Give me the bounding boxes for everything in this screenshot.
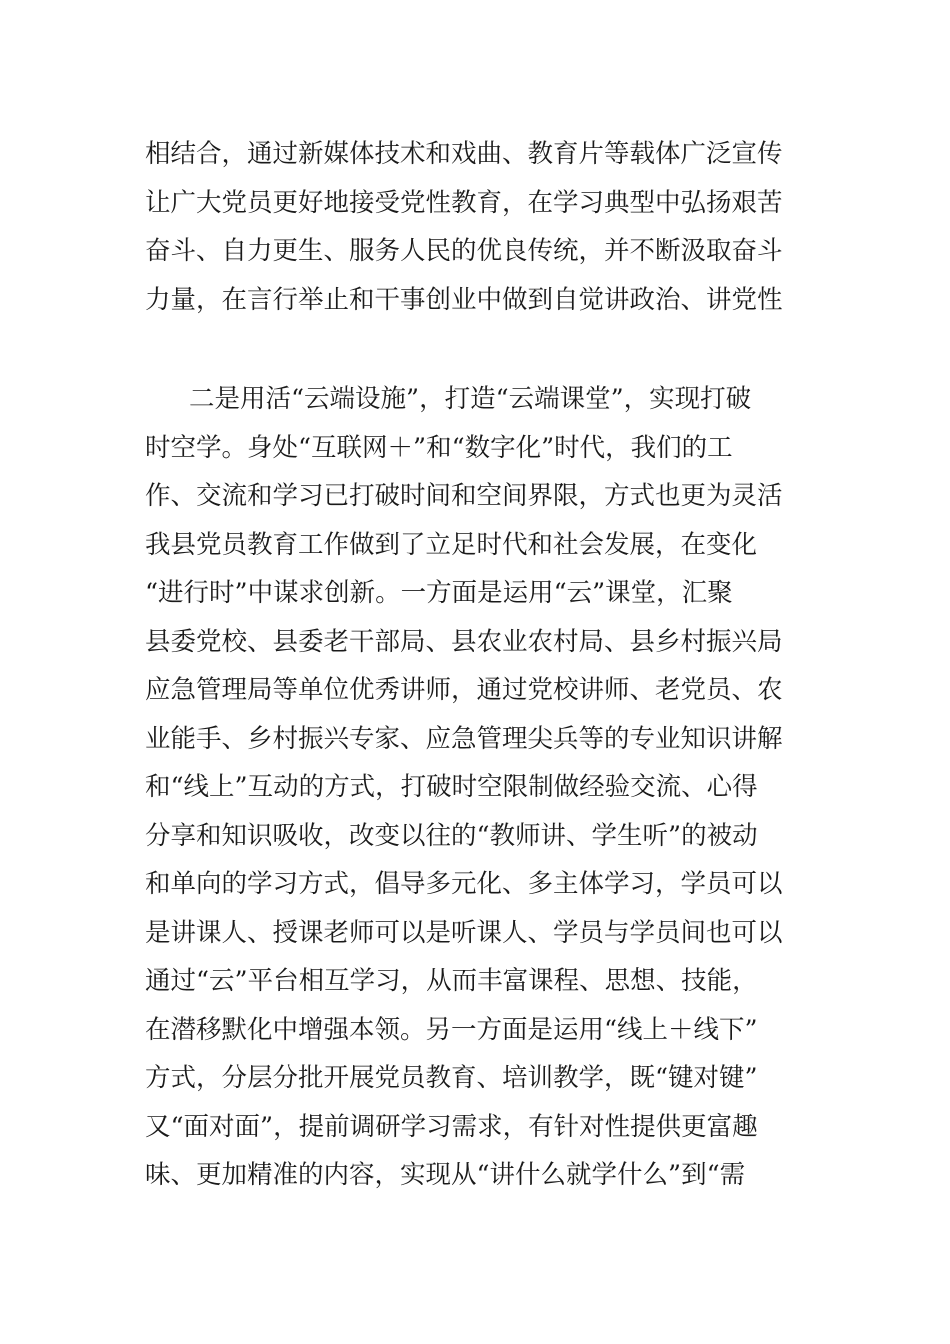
text-line: 奋斗、自力更生、服务人民的优良传统，并不断汲取奋斗 [145,236,783,266]
text-line: 又“面对面”，提前调研学习需求，有针对性提供更富趣 [145,1111,758,1142]
text-line: 方式，分层分批开展党员教育、培训教学，既“键对键” [145,1063,758,1093]
text-line: “进行时”中谋求创新。一方面是运用“云”课堂，汇聚 [145,578,733,608]
text-line: 作、交流和学习已打破时间和空间界限，方式也更为灵活 [145,481,783,511]
text-line-first: 二是用活“云端设施”，打造“云端课堂”，实现打破 [189,384,752,414]
text-line: 相结合，通过新媒体技术和戏曲、教育片等载体广泛宣传 [145,139,783,169]
text-line: 让广大党员更好地接受党性教育，在学习典型中弘扬艰苦 [145,187,783,218]
text-line: 县委党校、县委老干部局、县农业农村局、县乡村振兴局 [145,626,783,657]
text-line: 业能手、乡村振兴专家、应急管理尖兵等的专业知识讲解 [145,723,783,754]
text-line: 时空学。身处“互联网＋”和“数字化”时代，我们的工 [145,432,733,463]
text-line: 应急管理局等单位优秀讲师，通过党校讲师、老党员、农 [145,675,783,705]
text-line: 分享和知识吸收，改变以往的“教师讲、学生听”的被动 [145,820,758,851]
text-line: 和单向的学习方式，倡导多元化、多主体学习，学员可以 [145,869,783,899]
text-line: 味、更加精准的内容，实现从“讲什么就学什么”到“需 [145,1160,746,1190]
paragraph-continuation [145,130,810,324]
paragraph-cloud-classroom [145,375,810,1200]
text-line: 和“线上”互动的方式，打破时空限制做经验交流、心得 [145,772,758,802]
text-line: 我县党员教育工作做到了立足时代和社会发展，在变化 [145,529,758,560]
text-line: 在潜移默化中增强本领。另一方面是运用“线上＋线下” [145,1014,758,1045]
text-line: 力量，在言行举止和干事创业中做到自觉讲政治、讲党性 [145,284,783,315]
text-line: 通过“云”平台相互学习，从而丰富课程、思想、技能， [145,966,758,996]
text-line: 是讲课人、授课老师可以是听课人、学员与学员间也可以 [145,917,783,948]
